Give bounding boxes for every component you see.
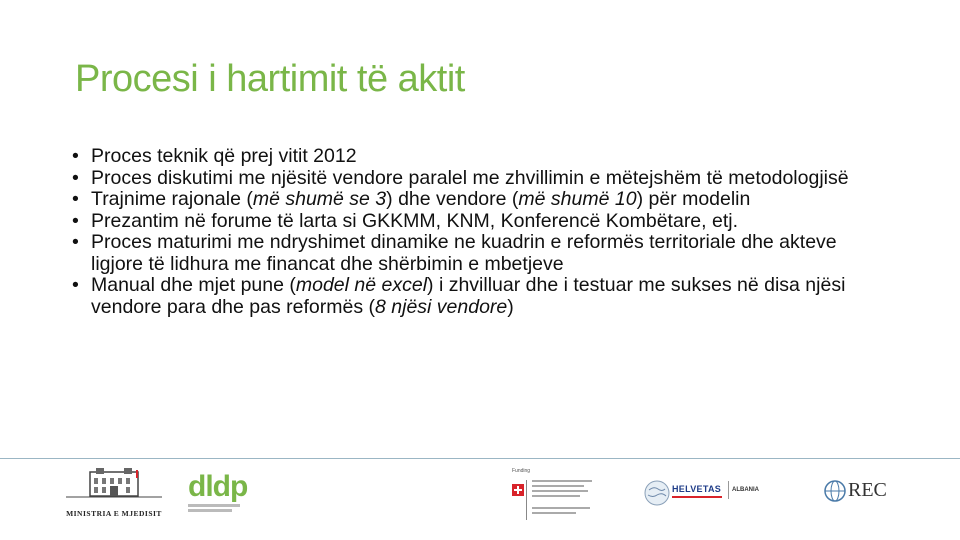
bullet-text: ) për modelin [636, 188, 751, 210]
bullet-text: Prezantim në forume të larta si GKKMM, KNM, Konferencë Kombëtare, etj. [91, 209, 739, 232]
globe-icon [644, 480, 670, 506]
bullet-text: Trajnime rajonale ( [91, 188, 253, 210]
bullet-emphasis: 8 njësi vendore [375, 295, 508, 318]
rec-logo [824, 478, 894, 512]
rec-globe-icon [824, 480, 846, 502]
bullet-item [72, 275, 892, 318]
bullet-emphasis: model në excel [295, 274, 428, 296]
footer-divider [0, 458, 960, 459]
bullet-item [72, 211, 892, 233]
swiss-agency-text [532, 480, 592, 514]
ministry-building-icon [66, 466, 162, 502]
dldp-wordmark: dldp [188, 470, 248, 503]
helvetas-country: ALBANIA [732, 487, 759, 493]
swiss-flag-icon [512, 484, 524, 496]
bullet-emphasis: më shumë se 3 [252, 188, 387, 210]
bullet-item [72, 168, 892, 190]
partner-logos [0, 462, 960, 540]
bullet-text: Proces maturimi me ndryshimet dinamike ne kuadrin e reformës territoriale dhe akteve ligjore të lidhura me financat dhe shërbimin e mbetjeve [91, 231, 837, 275]
helvetas-underline [672, 496, 722, 498]
bullet-text: ) dhe vendore ( [386, 188, 519, 210]
bullet-item [72, 232, 892, 275]
bullet-item [72, 189, 892, 211]
dldp-tagline [188, 504, 268, 512]
bullet-text: Proces teknik që prej vitit 2012 [91, 145, 357, 167]
funding-label: Funding [512, 468, 531, 474]
ministry-logo [66, 466, 162, 516]
rec-wordmark: REC [848, 479, 887, 501]
slide-title: Procesi i hartimit të aktit [75, 58, 465, 100]
bullet-text: Proces diskutimi me njësitë vendore paralel me zhvillimin e mëtejshëm të metodologjisë [91, 166, 849, 189]
bullet-text: Manual dhe mjet pune ( [91, 274, 296, 296]
swiss-cooperation-logo [512, 468, 622, 526]
bullet-list [72, 146, 892, 318]
bullet-text: ) i zhvilluar dhe i testuar me sukses në disa njësi vendore para dhe pas reformës ( [91, 274, 846, 318]
bullet-emphasis: më shumë 10 [518, 188, 637, 210]
helvetas-logo [644, 478, 768, 518]
dldp-logo [188, 472, 268, 518]
helvetas-wordmark: HELVETAS [672, 484, 722, 494]
bullet-item [72, 146, 892, 168]
bullet-text: ) [507, 295, 514, 318]
ministry-name: MINISTRIA E MJEDISIT [66, 509, 162, 518]
